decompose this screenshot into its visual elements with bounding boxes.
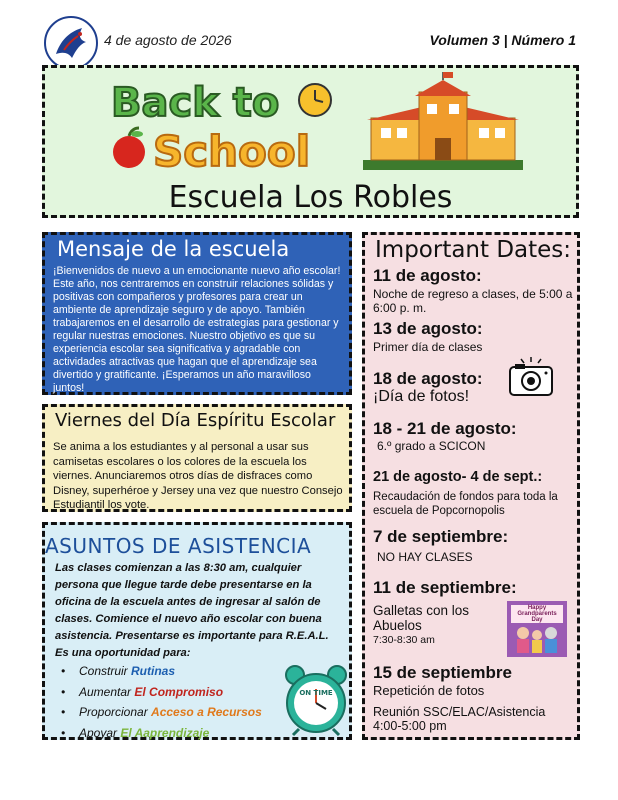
- grandparents-day-image: Happy Grandparents Day: [507, 601, 567, 657]
- attendance-title: ASUNTOS DE ASISTENCIA: [45, 534, 312, 558]
- apple-icon: [113, 136, 145, 168]
- list-item: • Aumentar El Compromiso: [61, 684, 224, 699]
- date-heading: 18 - 21 de agosto:: [373, 419, 517, 438]
- school-text: School: [153, 127, 311, 174]
- attendance-list: [61, 661, 262, 743]
- list-item: • Proporcionar Acceso a Recursos: [61, 705, 262, 719]
- date-heading: 18 de agosto:: [373, 369, 483, 388]
- school-name: Escuela Los Robles: [168, 180, 453, 215]
- school-building-icon: [363, 72, 523, 172]
- date-description: Noche de regreso a clases, de 5:00 a 6:00 p. m.: [373, 287, 573, 315]
- date-time: 7:30-8:30 am: [373, 634, 435, 646]
- spirit-day-title: Viernes del Día Espíritu Escolar: [55, 410, 336, 431]
- date-description: NO HAY CLASES: [377, 550, 473, 564]
- back-to-text: Back to: [111, 80, 280, 126]
- date-description: Recaudación de fondos para toda la escuela de Popcornopolis: [373, 491, 558, 517]
- meeting-info: Reunión SSC/ELAC/Asistencia 4:00-5:00 pm: [373, 705, 546, 733]
- date-heading: 13 de agosto:: [373, 319, 483, 338]
- list-item: • Apoyar El Aaprendizaje: [61, 725, 210, 740]
- back-to-school-art: [105, 74, 345, 174]
- on-time-clock-icon: [283, 663, 349, 737]
- date-description: ¡Día de fotos!: [373, 388, 470, 405]
- date-description: Repetición de fotos: [373, 683, 485, 698]
- banner: [42, 65, 579, 218]
- camera-icon: [507, 355, 555, 397]
- issue-date: 4 de agosto de 2026: [104, 32, 232, 48]
- attendance-section: [42, 522, 352, 740]
- important-dates-section: [362, 232, 580, 740]
- date-heading: 7 de septiembre:: [373, 527, 509, 546]
- school-logo: [42, 14, 100, 72]
- school-message-section: [42, 232, 352, 395]
- spirit-day-section: [42, 404, 352, 512]
- spirit-day-body: Se anima a los estudiantes y al personal a usar sus camisetas escolares o los colores de la escuela los viernes. Anunciaremos otros días de disfraces como Disney, superhéroe y Jersey una vez que nuestro Consejo Estudiantil los vote.: [53, 441, 343, 511]
- date-description: Primer día de clases: [373, 340, 483, 354]
- date-heading: 15 de septiembre: [373, 663, 512, 682]
- date-description: 6.º grado a SCICON: [377, 439, 486, 453]
- attendance-body: Las clases comienzan a las 8:30 am, cualquier persona que llegue tarde debe presentarse en la oficina de la escuela antes de ingresar al salón de clases. Comience el nuevo año escolar con buena asistencia. Presentarse es importante para R.E.A.L. Es una oportunidad para:: [55, 562, 329, 659]
- list-item: • Construir Rutinas: [61, 664, 176, 678]
- svg-text:ON TIME: ON TIME: [299, 689, 333, 697]
- date-heading: 11 de septiembre:: [373, 578, 517, 597]
- school-message-title: Mensaje de la escuela: [57, 237, 290, 261]
- date-heading: 21 de agosto- 4 de sept.:: [373, 469, 543, 485]
- date-heading: 11 de agosto:: [373, 266, 482, 285]
- date-description: Galletas con los Abuelos: [373, 603, 470, 633]
- important-dates-title: Important Dates:: [375, 237, 572, 263]
- issue-volume: Volumen 3 | Número 1: [429, 32, 576, 48]
- school-message-body: ¡Bienvenidos de nuevo a un emocionante nuevo año escolar! Este año, nos centraremos en construir relaciones sólidas y positivas con compañeros y profesores para crear un ambiente de aprendizaje seguro y de apoyo. También trabajaremos en el desarrollo de estrategias para gestionar y regular nuestras emociones. Nuestro objetivo es que su experiencia escolar sea significativa y agradable con actividades atractivas que hagan que el aprendizaje sea divertido y gratificante. ¡Esperamos un año maravilloso juntos!: [53, 265, 341, 394]
